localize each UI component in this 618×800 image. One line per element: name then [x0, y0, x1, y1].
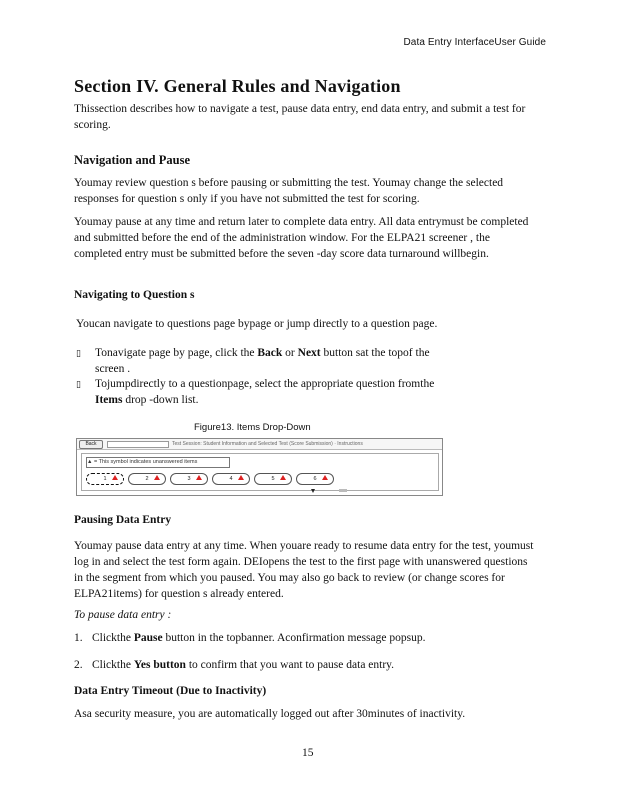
- section-title: Section IV. General Rules and Navigation: [74, 76, 401, 96]
- figure-scroll-indicator: [309, 489, 349, 494]
- heading-pausing-data-entry: Pausing Data Entry: [74, 514, 172, 526]
- figure-page-pill: 6: [296, 473, 334, 485]
- next-button-ref: Next: [297, 347, 321, 359]
- items-dropdown-ref: Items: [95, 394, 123, 406]
- step-number: 2.: [74, 659, 83, 671]
- navigation-paragraph-2: Youmay pause at any time and return later to complete data entry. All data entrymust be completed and submitted before the end of the administration window. For the ELPA21 screener , the completed entry must be submitted before the seven -day score data turnaround willbegin.: [74, 216, 529, 260]
- page-number: 15: [302, 747, 314, 759]
- figure-banner-text: Test Session: Student Information and Selected Test (Score Submission) · Instructions: [172, 441, 363, 447]
- unanswered-warning-icon: [196, 475, 202, 480]
- heading-navigation-and-pause: Navigation and Pause: [74, 153, 190, 167]
- figure-page-pill: 1: [86, 473, 124, 485]
- figure-page-pill: 4: [212, 473, 250, 485]
- figure-page-pill: 2: [128, 473, 166, 485]
- unanswered-warning-icon: [238, 475, 244, 480]
- figure-text-field: [107, 441, 169, 448]
- items-dropdown-figure: [76, 438, 443, 496]
- timeout-paragraph: Asa security measure, you are automatically logged out after 30minutes of inactivity.: [74, 708, 466, 720]
- step-1-click-pause: Clickthe Pause button in the topbanner. Aconfirmation message popsup.: [92, 632, 426, 644]
- unanswered-warning-icon: [322, 475, 328, 480]
- figure-caption: Figure13. Items Drop-Down: [194, 422, 311, 433]
- back-button-ref: Back: [257, 347, 283, 359]
- unanswered-warning-icon: [280, 475, 286, 480]
- navigation-paragraph-1: Youmay review question s before pausing or submitting the test. Youmay change the selected responses for question s only if you have not submitted the test for scoring.: [74, 177, 504, 205]
- bullet-marker: ▯: [76, 349, 81, 359]
- figure-back-button: Back: [79, 440, 103, 449]
- unanswered-warning-icon: [112, 475, 118, 480]
- pausing-paragraph: Youmay pause data entry at any time. When youare ready to resume data entry for the test, youmust log in and select the test form again. DEIopens the test to the first page with unanswered questions in the segment from which you paused. You may also go back to review (or change scores for ELPA21items) for question s already entered.: [74, 540, 534, 600]
- procedure-title: To pause data entry :: [74, 609, 172, 621]
- navigating-paragraph: Youcan navigate to questions page bypage or jump directly to a question page.: [76, 318, 438, 330]
- running-header: Data Entry InterfaceUser Guide: [403, 37, 546, 48]
- step-2-click-yes: Clickthe Yes button to confirm that you want to pause data entry.: [92, 659, 395, 671]
- yes-button-ref: Yes button: [133, 659, 186, 671]
- bullet-navigate-page-by-page: Tonavigate page by page, click the Back or Next button sat the topof the screen .: [95, 347, 430, 375]
- figure-top-banner: [77, 439, 442, 450]
- heading-data-entry-timeout: Data Entry Timeout (Due to Inactivity): [74, 685, 267, 697]
- step-number: 1.: [74, 632, 83, 644]
- unanswered-warning-icon: [154, 475, 160, 480]
- figure-items-dropdown: ▲ = This symbol indicates unanswered items: [86, 457, 230, 468]
- figure-page-pill: 5: [254, 473, 292, 485]
- figure-items-panel: [81, 453, 439, 491]
- section-intro: Thissection describes how to navigate a test, pause data entry, end data entry, and submit a test for scoring.: [74, 103, 526, 131]
- bullet-marker: ▯: [76, 380, 81, 390]
- figure-page-pill: 3: [170, 473, 208, 485]
- heading-navigating-to-questions: Navigating to Question s: [74, 289, 195, 301]
- bullet-jump-to-question: Tojumpdirectly to a questionpage, select the appropriate question fromthe Items drop -down list.: [95, 378, 435, 406]
- pause-button-ref: Pause: [133, 632, 163, 644]
